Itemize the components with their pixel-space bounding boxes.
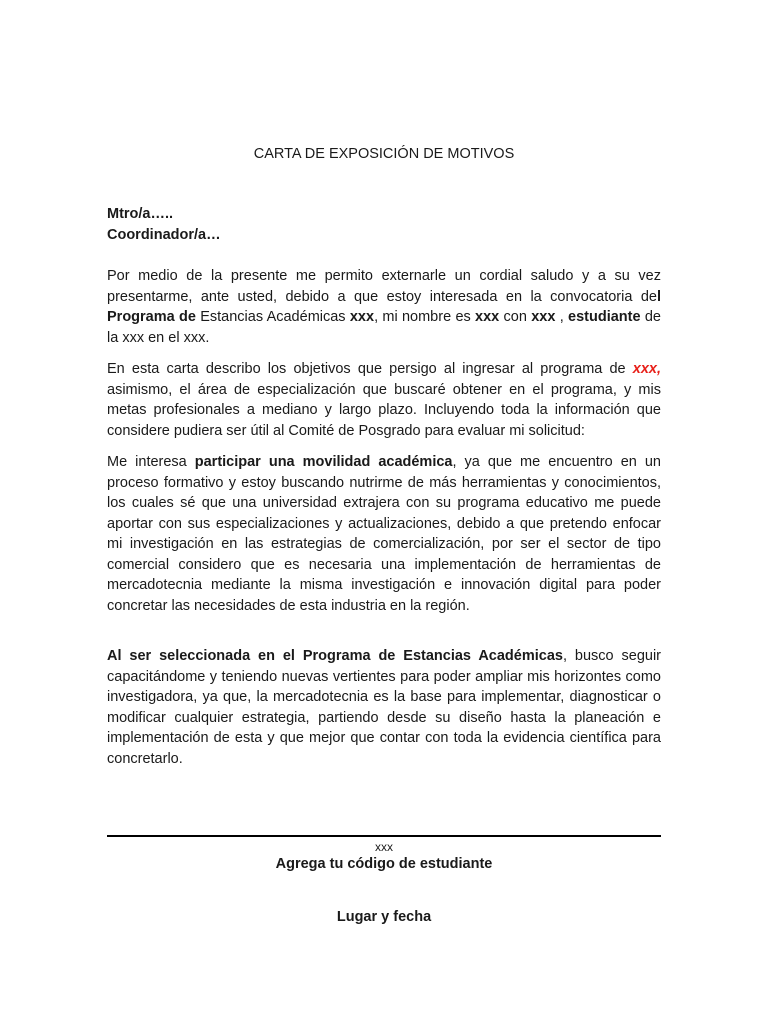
paragraph-objectives: En esta carta describo los objetivos que persigo al ingresar al programa de xxx, asimismo, el área de especialización que buscaré obtener en el programa, y mis metas profesionales a mediano y largo plazo. Incluyendo toda la información que considere pudiera ser útil al Comité de Posgrado para evaluar mi solicitud:: [107, 361, 661, 439]
student-code-label: Agrega tu código de estudiante: [275, 856, 493, 872]
paragraph-interest: Me interesa participar una movilidad académica, ya que me encuentro en un proceso formativo y estoy buscando nutrirme de más herramientas y conocimientos, los cuales sé que una universidad extrajera con su programa educativo me puede aportar con sus especializaciones y actualizaciones, debido a que pretendo enfocar mi investigación en las estrategias de comercialización, por ser el sector de tipo comercial considero que es necesaria una implementación de herramientas de mercadotecnia mediante la misma investigación e innovación digital para poder concretar las necesidades de esta industria en la región.: [107, 454, 661, 614]
signature-name: xxx: [375, 840, 393, 854]
paragraph-selection: Al ser seleccionada en el Programa de Estancias Académicas, busco seguir capacitándome y teniendo nuevas vertientes para poder ampliar mis horizontes como investigadora, ya que, la mercadotecnia es la base para implementar, diagnosticar o modificar cualquier estrategia, partiendo desde su diseño hasta la planeación e implementación de esta y que mejor que contar con toda la evidencia científica para concretarlo.: [107, 648, 661, 767]
paragraph-introduction: Por medio de la presente me permito externarle un cordial saludo y a su vez presentarme, ante usted, debido a que estoy interesada en la convocatoria del Programa de Estancias Académicas xxx, mi nombre es xxx con xxx , estudiante de la xxx en el xxx.: [107, 268, 661, 346]
recipient-role: Coordinador/a…: [107, 227, 221, 243]
program-placeholder: xxx,: [632, 361, 661, 377]
document-title: CARTA DE EXPOSICIÓN DE MOTIVOS: [253, 146, 515, 162]
signature-line: [107, 835, 661, 837]
recipient-name: Mtro/a…..: [107, 206, 174, 222]
place-date-label: Lugar y fecha: [336, 909, 432, 925]
